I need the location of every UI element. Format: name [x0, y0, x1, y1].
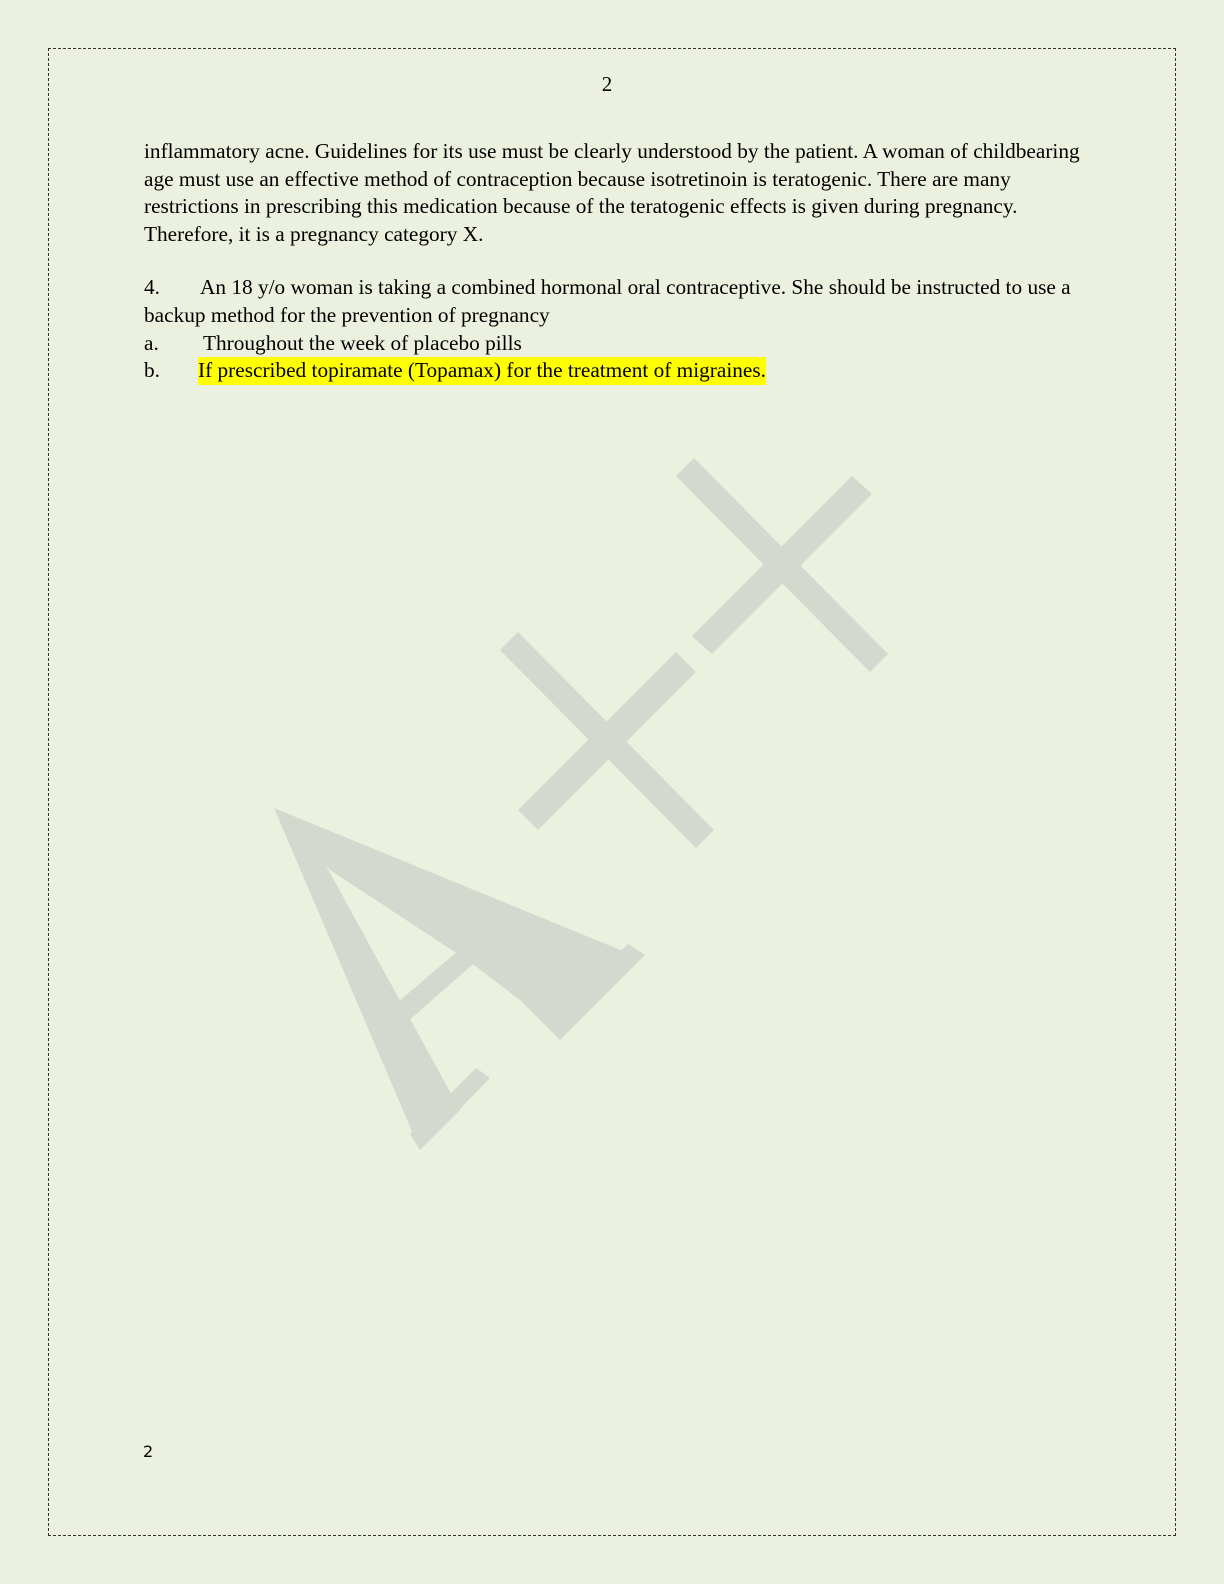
question-4 [144, 274, 1084, 329]
option-text-highlighted: If prescribed topiramate (Topamax) for the treatment of migraines. [198, 357, 766, 385]
header-page-number: 2 [601, 72, 613, 96]
option-letter: b. [144, 358, 160, 383]
option-letter: a. [144, 330, 159, 355]
body-paragraph: inflammatory acne. Guidelines for its use must be clearly understood by the patient. A woman of childbearing age must use an effective method of contraception because isotretinoin is teratogenic. There are many restrictions in prescribing this medication because of the teratogenic effects is given during pregnancy. Therefore, it is a pregnancy category X. [144, 139, 1080, 246]
question-text: An 18 y/o woman is taking a combined hormonal oral contraceptive. She should be instructed to use a backup method for the prevention of pregnancy [144, 275, 1071, 327]
option-text: Throughout the week of placebo pills [203, 330, 522, 355]
option-a [144, 330, 1084, 358]
document-body [144, 138, 1084, 385]
option-b [144, 357, 1084, 385]
question-number: 4. [144, 275, 160, 300]
footer-page-number: 2 [143, 1442, 154, 1461]
